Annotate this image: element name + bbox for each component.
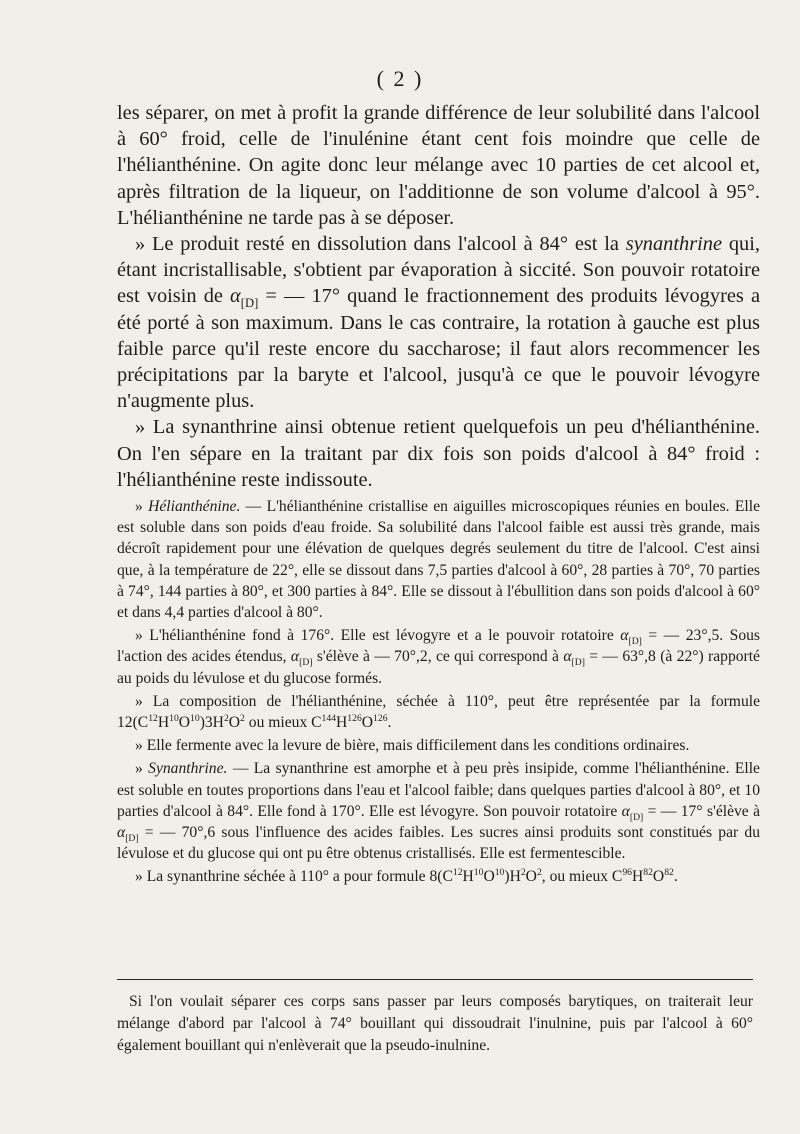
footnote-divider — [117, 979, 753, 980]
paragraph: les séparer, on met à profit la grande différence de leur solubilité dans l'alcool à 60° froid, celle de l'inulénine étant cent fois moindre que celle de l'hélianthénine. On agite donc leur mélange avec 10 parties de cet alcool et, après filtration de la liqueur, on l'additionne de son volume d'alcool à 95°. L'hélianthénine ne tarde pas à se déposer. — [117, 102, 760, 229]
page-number: ( 2 ) — [376, 66, 424, 91]
italic-term: synanthrine — [625, 233, 723, 256]
paragraph: » L'hélianthénine fond à 176°. Elle est lévogyre et a le pouvoir rotatoire $\alpha_{[D]}$ = — 23°,5. Sous l'action des acides étendus, $\alpha_{[D]}$ s'élève à — 70°,2, ce qui correspond à $\alpha_{[D]}$ = — 63°,8 (à 22°) rapporté au poids du lévulose et du glucose formés. — [117, 627, 760, 687]
paragraph: » La composition de l'hélianthénine, séchée à 110°, peut être représentée par la formule $12(C^{12}H^{10}O^{10})3H^2O^2$ ou mieux $C^{144}H^{126}O^{126}$. — [117, 692, 760, 732]
small-print-section — [117, 496, 760, 888]
paragraph: » Elle fermente avec la levure de bière, mais difficilement dans les conditions ordinaires. — [135, 737, 690, 755]
paragraph: » Hélianthénine. — L'hélianthénine cristallise en aiguilles microscopiques réunies en boules. Elle est soluble dans son poids d'eau froide. Sa solubilité dans l'alcool faible est aussi très grande, mais décroît rapidement pour une élévation de quelques degrés seulement du titre de l'alcool. C'est ainsi que, à la température de 22°, elle se dissout dans 7,5 parties d'alcool à 60°, 28 parties à 70°, 70 parties à 74°, 144 parties à 80°, et 300 parties à 84°. Elle se dissout à l'ébullition dans son poids d'alcool à 60° et dans 4,4 parties d'alcool à 80°. — [117, 498, 760, 622]
paragraph: » La synanthrine séchée à 110° a pour formule $8(C^{12}H^{10}O^{10})H^2O^2$, ou mieux $C^{96}H^{82}O^{82}$. — [135, 867, 678, 886]
footnote — [117, 991, 753, 1057]
paragraph: » La synanthrine ainsi obtenue retient quelquefois un peu d'hélianthénine. On l'en sépare en la traitant par dix fois son poids d'alcool à 84° froid : l'hélianthénine reste indissoute. — [117, 416, 760, 491]
main-text — [117, 100, 760, 493]
footnote-text: Si l'on voulait séparer ces corps sans passer par leurs composés barytiques, on traiterait leur mélange d'abord par l'alcool à 74° bouillant qui dissoudrait l'inulnine, puis par l'alcool à 60° également bouillant qui n'enlèverait que la pseudo-inulnine. — [117, 993, 753, 1054]
paragraph: » Le produit resté en dissolution dans l'alcool à 84° est la synanthrine qui, étant incristallisable, s'obtient par évaporation à siccité. Son pouvoir rotatoire est voisin de $\alpha_{[D]}$ = — 17° quand le fractionnement des produits lévogyres a été porté à son maximum. Dans le cas contraire, la rotation à gauche est plus faible parce qu'il reste encore du saccharose; il faut alors recommencer les précipitations par la baryte et l'alcool, jusqu'à ce que le pouvoir lévogyre n'augmente plus. — [117, 233, 760, 413]
section-heading: Synanthrine. — [148, 760, 228, 778]
section-heading: Hélianthénine. — [148, 498, 241, 515]
paragraph: » Synanthrine. — La synanthrine est amorphe et à peu près insipide, comme l'hélianthénine. Elle est soluble en toutes proportions dans l'eau et l'alcool faible; dans quelques parties d'alcool à 80°, et 10 parties d'alcool à 84°. Elle fond à 170°. Elle est lévogyre. Son pouvoir rotatoire $\alpha_{[D]}$ = — 17° s'élève à $\alpha_{[D]}$ = — 70°,6 sous l'influence des acides faibles. Les sucres ainsi produits sont constitués par du lévulose et du glucose qui ont pu être obtenus cristallisés. Elle est fermentescible. — [117, 760, 761, 863]
